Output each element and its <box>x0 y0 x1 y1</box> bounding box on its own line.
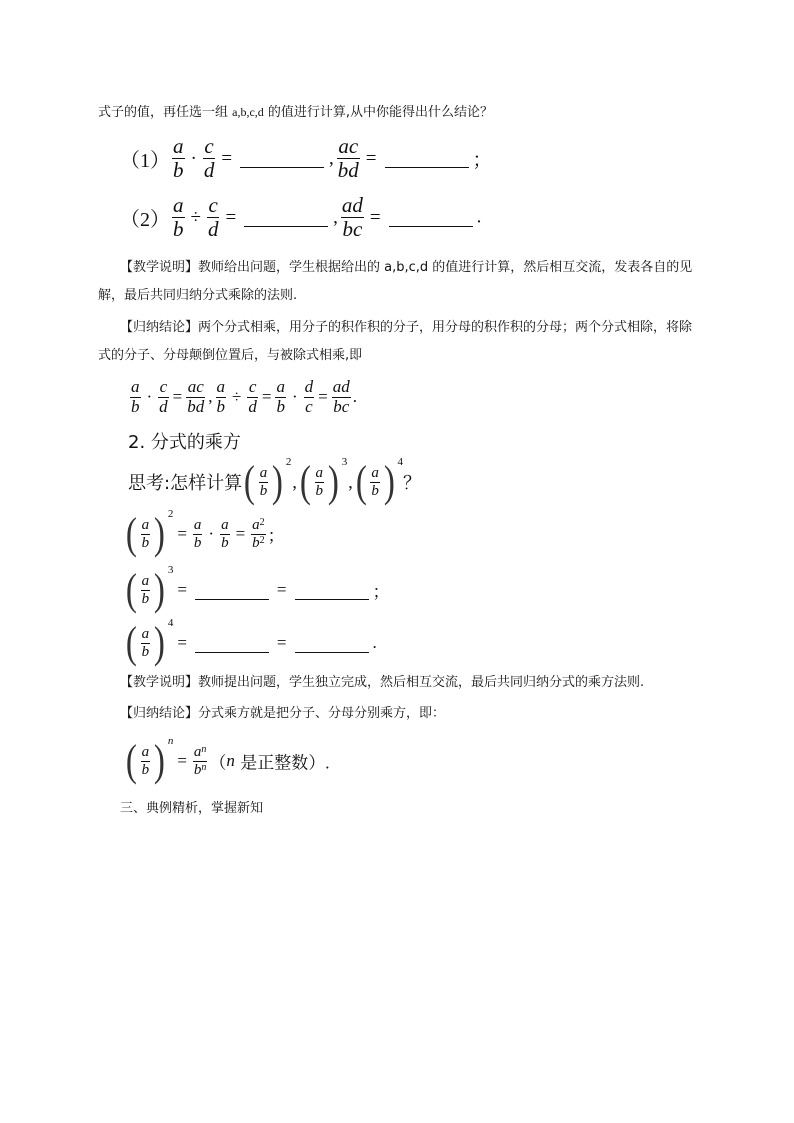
item-2-label: （2） <box>120 209 170 232</box>
power-row-1: ( $\frac{a}{b}$ ) $^2$= $\frac{a}{b}$ · $\frac{a}{b}$ = $\frac{a^2}{b^2}$ ； <box>125 508 285 558</box>
item-2-end: . <box>476 206 482 228</box>
intro-line <box>98 101 493 120</box>
section-3-title: 三、典例精析，掌握新知 <box>120 801 264 816</box>
answer-blank[interactable] <box>244 208 328 227</box>
power-row-3: ( $\frac{a}{b}$ ) $^4$= = . <box>125 617 377 667</box>
teaching-note-1: 【教学说明】教师给出问题，学生根据给出的 a,b,c,d 的值进行计算，然后相互交流，发表各自的见解，最后共同归纳分式乘除的法则. <box>98 260 693 303</box>
item-2-equation: （2） $\frac{a}{b}$ ÷ $\frac{c}{d}$ = , $\frac{ad}{bc}$ = . <box>120 193 482 242</box>
row-3-end: . <box>372 633 377 652</box>
item-1-equation: （1） $\frac{a}{b}$ · $\frac{c}{d}$ = , $\frac{ac}{bd}$ = ； <box>120 134 492 183</box>
intro-after: 的值进行计算,从中你能得出什么结论？ <box>263 105 494 120</box>
conclusion-1: 【归纳结论】两个分式相乘，用分子的积作积的分子，用分母的积作积的分母；两个分式相除，将除式的分子、分母颠倒位置后，与被除式相乘,即 <box>98 320 693 363</box>
answer-blank[interactable] <box>295 634 369 653</box>
row-1-end: ； <box>267 526 285 546</box>
rule-close: ）. <box>308 753 330 773</box>
section-2-title: 2. 分式的乘方 <box>128 432 241 453</box>
answer-blank[interactable] <box>385 149 469 168</box>
item-1-end: ； <box>472 150 492 172</box>
rule-paren-open: （ <box>209 753 227 773</box>
think-end: ？ <box>403 473 422 494</box>
answer-blank[interactable] <box>240 149 324 168</box>
power-rule-formula: ( $\frac{a}{b}$ ) $^n$= $\frac{a^n}{b^n}$ （n 是正整数）. <box>125 735 330 785</box>
rule-var: n <box>226 751 235 770</box>
answer-blank[interactable] <box>295 581 369 600</box>
rule-text: 是正整数 <box>234 753 309 774</box>
intro-vars: a,b,c,d <box>232 105 264 119</box>
formula-end: . <box>352 387 357 407</box>
power-row-2: ( $\frac{a}{b}$ ) $^3$= = ； <box>125 564 390 614</box>
answer-blank[interactable] <box>195 581 269 600</box>
conclusion-2: 【归纳结论】分式乘方就是把分子、分母分别乘方，即： <box>120 706 446 721</box>
teaching-note-2: 【教学说明】教师提出问题，学生独立完成，然后相互交流，最后共同归纳分式的乘方法则. <box>120 675 645 690</box>
intro-before: 式子的值，再任选一组 <box>98 105 233 120</box>
answer-blank[interactable] <box>195 634 269 653</box>
think-line: 思考:怎样计算 ( $\frac{a}{b}$ ) $^2$, ( $\frac{a}{b}$ ) $^3$, ( $\frac{a}{b}$ ) $^4$？ <box>128 456 422 506</box>
item-1-label: （1） <box>120 150 170 173</box>
think-label: 思考:怎样计算 <box>128 473 243 494</box>
row-2-end: ； <box>372 582 390 602</box>
mul-div-formula: $\frac{a}{b}$ · $\frac{c}{d}$ = $\frac{ac}{bd}$ , $\frac{a}{b}$ ÷ $\frac{c}{d}$ = $\frac{a}{b}$ · $\frac{d}{c}$ = $\frac{ad}{bc}$ . <box>131 377 357 416</box>
answer-blank[interactable] <box>389 208 473 227</box>
